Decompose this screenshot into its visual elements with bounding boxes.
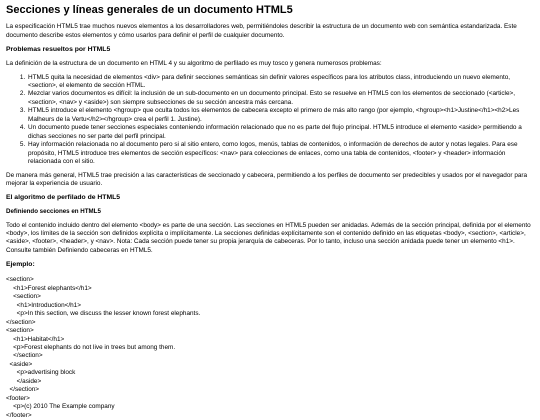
list-item: 5. Hay información relacionada no al documento pero si al sitio entero, como logos, menús, tablas de contenidos, o información de derechos de autor y notas legales. Para ese propósito, HTML5 introduce tres elementos de sección específicos: <nav> para colecciones de enlaces, como una tabla de contenidos, <footer> y <header> información relacionada con el sitio. xyxy=(27,141,534,166)
list-item: 1. HTML5 quita la necesidad de elementos <div> para definir secciones semánticas sin definir valores específicos para los atributos class, introduciendo un nuevo elemento, <section>, el elemento de sección HTML. xyxy=(27,74,534,91)
example-heading: Ejemplo: xyxy=(6,261,35,269)
list-item: 2. Mezclar varios documentos es difícil: la inclusión de un sub-documento en un documento principal. Esto se resuelve en HTML5 con los elementos de seccionado (<article>, <section>, <nav> y <aside>) son siempre subsecciones de su sección ancestra más cercana. xyxy=(27,90,534,107)
problems-intro: La definición de la estructura de un documento en HTML 4 y su algoritmo de perfilado es muy tosco y genera numerosos problemas: xyxy=(6,60,382,68)
page-title: Secciones y líneas generales de un documento HTML5 xyxy=(6,4,293,16)
list-item: 4. Un documento puede tener secciones especiales conteniendo información relacionado que no es parte del flujo principal. HTML5 introduce el elemento <aside> permitiendo a dichas secciones no ser parte del perfil principal. xyxy=(27,124,534,141)
intro-paragraph: La especificación HTML5 trae muchos nuevos elementos a los desarrolladores web, permitiéndoles describir la estructura de un documento web con semántica estandarizada. Este documento describe estos elementos y cómo usarlos para definir el perfil de cualquier documento. xyxy=(6,23,517,39)
problems-heading: Problemas resueltos por HTML5 xyxy=(6,46,111,54)
algorithm-text: Todo el contenido incluido dentro del elemento <body> es parte de una sección. Las secciones en HTML5 pueden ser anidadas. Además de la sección principal, definida por el elemento <body>, los límites de la sección son definidos explícita o implícitamente. La secciones definidas explícitamente son el contenido definido en las etiquetas <body>, <section>, <article>, <aside>, <footer>, <header>, y <nav>. Nota: Cada sección puede tener su propia jerarquía de cabeceras. Por lo tanto, incluso una sección anidada puede tener un elemento <h1>. Consulte también Definiendo cabeceras en HTML5. xyxy=(6,221,531,254)
list-item: 3. HTML5 introduce el elemento <hgroup> que oculta todos los elementos de cabecera excepto el primero de más alto rango (por ejemplo, <hgroup><h1>Justine</h1><h2>Les Malheurs de la Vertu</h2></hgroup> crea el perfil 1. Justine). xyxy=(27,107,534,124)
algorithm-heading: El algoritmo de perfilado de HTML5 xyxy=(6,194,121,202)
problems-outro: De manera más general, HTML5 trae precisión a las características de seccionado y cabecera, permitiendo a los perfiles de documento ser predecibles y usados por el navegador para mejorar la experiencia de usuario. xyxy=(6,171,528,187)
problems-list xyxy=(6,74,534,167)
code-example: <section> <h1>Forest elephants</h1> <section> <h1>Introduction</h1> <p>In this section, we discuss the lesser known forest elephants. </section> <section> <h1>Habitat</h1> <p>Forest elephants do not live in trees but among them. </section> <aside> <p>advertising block </aside> </section> <footer> <p>(c) 2010 The Example company </footer> xyxy=(6,276,201,419)
algorithm-subheading: Definiendo secciones en HTML5 xyxy=(6,208,101,216)
